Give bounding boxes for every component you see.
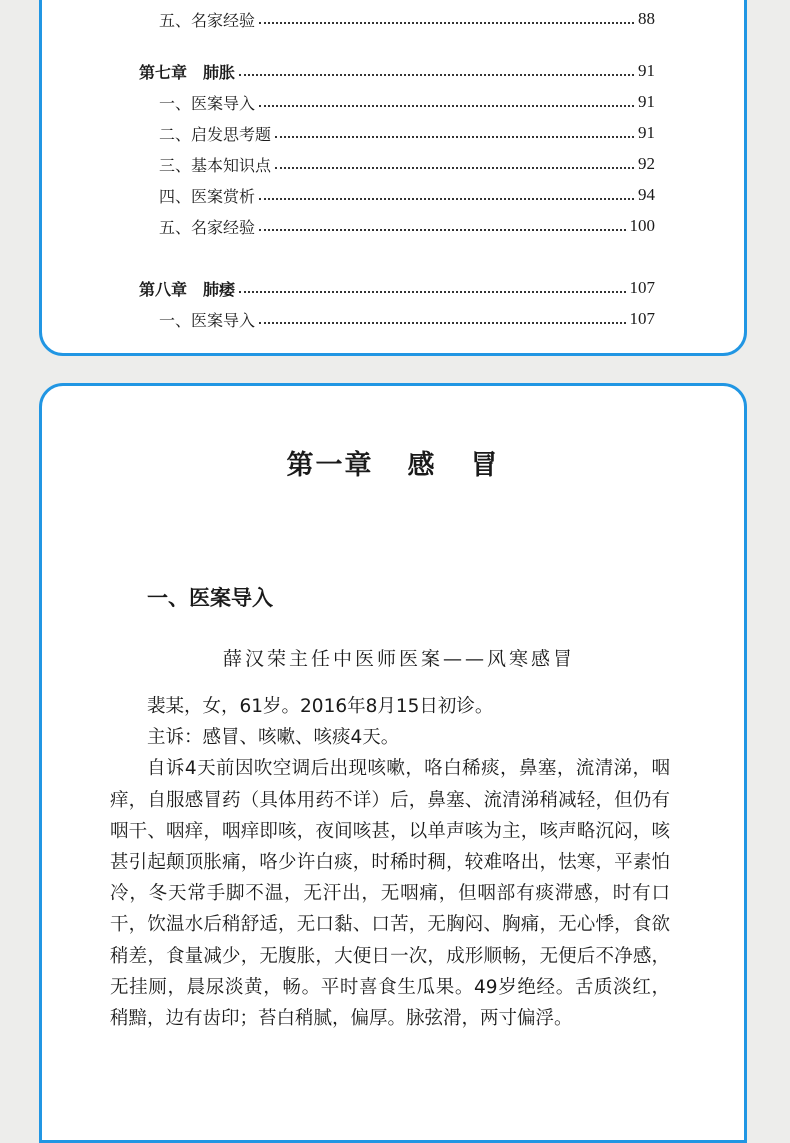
toc-entry-page-number: 107: [629, 309, 655, 328]
toc-entry[interactable]: [42, 276, 744, 300]
chapter-name-char-2: 冒: [470, 450, 500, 481]
toc-entry[interactable]: [42, 59, 744, 83]
toc-entry-page-number: 91: [638, 123, 655, 142]
chapter-title: [42, 443, 744, 482]
toc-entry-label: 二、启发思考题: [159, 124, 272, 144]
toc-leader-dots: [259, 22, 634, 24]
section-heading: 一、医案导入: [147, 586, 273, 610]
toc-entry[interactable]: [42, 7, 744, 31]
toc-leader-dots: [275, 136, 634, 138]
paragraph-chief-complaint: 主诉：感冒、咳嗽、咳痰4天。: [147, 727, 400, 749]
toc-entry-label: 一、医案导入: [159, 310, 256, 330]
toc-entry[interactable]: [42, 90, 744, 114]
toc-entry-page-number: 100: [629, 216, 655, 235]
toc-entry-page-number: 88: [638, 9, 655, 28]
toc-entry[interactable]: [42, 214, 744, 238]
case-title: 薛汉荣主任中医师医案——风寒感冒: [222, 648, 575, 670]
toc-entry[interactable]: [42, 307, 744, 331]
toc-entry-label: 一、医案导入: [159, 93, 256, 113]
toc-entry-page-number: 94: [638, 185, 655, 204]
toc-entry[interactable]: [42, 183, 744, 207]
toc-leader-dots: [275, 167, 634, 169]
toc-entry-label: 第七章 肺胀: [139, 62, 236, 82]
toc-entry-label: 三、基本知识点: [159, 155, 272, 175]
paragraph-history: 自诉4天前因吹空调后出现咳嗽，咯白稀痰，鼻塞，流清涕，咽痒，自服感冒药（具体用药不详）后，鼻塞、流清涕稍减轻，但仍有咽干、咽痒，咽痒即咳，夜间咳甚，以单声咳为主，咳声略沉闷，咳甚引起颠顶胀痛，咯少许白痰，时稀时稠，较难咯出，怯寒，平素怕冷，冬天常手脚不温，无汗出，无咽痛，但咽部有痰滞感，时有口干，饮温水后稍舒适，无口黏、口苦，无胸闷、胸痛，无心悸，食欲稍差，食量减少，无腹胀，大便日一次，成形顺畅，无便后不净感，无挂厕，晨尿淡黄，畅。平时喜食生瓜果。49岁绝经。舌质淡红，稍黯，边有齿印；苔白稍腻，偏厚。脉弦滑，两寸偏浮。: [110, 758, 670, 1030]
toc-entry-label: 五、名家经验: [159, 217, 256, 237]
toc-entry[interactable]: [42, 121, 744, 145]
toc-entry-page-number: 91: [638, 61, 655, 80]
toc-entry-label: 四、医案赏析: [159, 186, 256, 206]
toc-leader-dots: [239, 74, 634, 76]
toc-leader-dots: [239, 291, 625, 293]
chapter-name-char-1: 感: [407, 450, 437, 481]
toc-leader-dots: [259, 322, 625, 324]
toc-entry-page-number: 92: [638, 154, 655, 173]
toc-entry-page-number: 107: [629, 278, 655, 297]
toc-entry-label: 五、名家经验: [159, 10, 256, 30]
toc-entry[interactable]: [42, 152, 744, 176]
chapter-page-card: [39, 383, 747, 1143]
toc-leader-dots: [259, 105, 634, 107]
paragraph-patient-info: 裴某，女，61岁。2016年8月15日初诊。: [147, 696, 494, 717]
case-body: [110, 691, 670, 1034]
toc-entry-page-number: 91: [638, 92, 655, 111]
chapter-number: 第一章: [286, 450, 374, 481]
toc-leader-dots: [259, 198, 634, 200]
toc-card: [39, 0, 747, 356]
toc-leader-dots: [259, 229, 625, 231]
toc-entry-label: 第八章 肺痿: [139, 279, 236, 299]
